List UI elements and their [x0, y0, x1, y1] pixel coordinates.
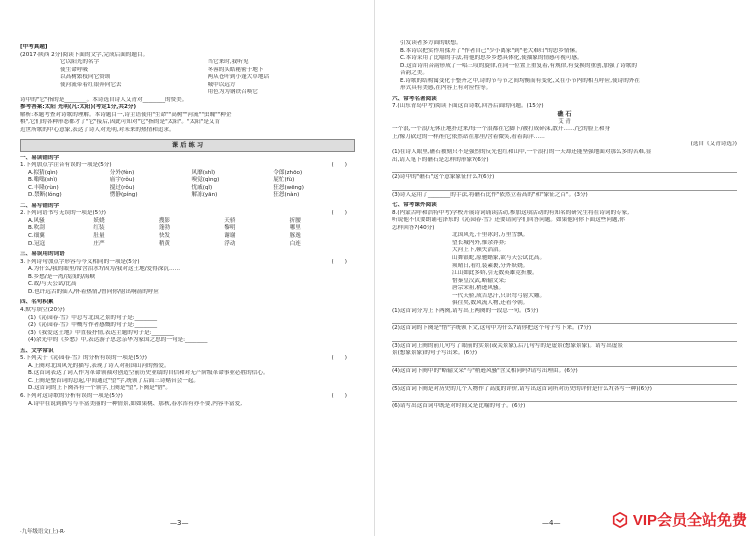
- option-row: C.丰隆(rùn) 搅过(rǒu) 忧戚(qǐ) 狂怒(wēng): [28, 184, 304, 191]
- option-row: C.细翼 肚量 快发 谢谢 豚逸: [28, 233, 301, 240]
- question-1: 1.下列加点字注音有误的一项是(5分) ( ): [20, 162, 347, 169]
- poem-line: 使生命呼吸: [60, 66, 88, 73]
- poem-line: 城中以远方: [207, 81, 236, 88]
- sub-question: (4)这首词下阕中的"略输文采"与"稍逊风骚"含义相同吗?请写出理由。(6分): [392, 367, 578, 374]
- option-line: 引发读者多方面的联想。: [400, 40, 462, 46]
- question-2: 2.下列词语书写无误的一项是(5分) ( ): [20, 210, 347, 217]
- sub-question: (2)诗中的"礁石"这个意象象征什么?(6分): [392, 174, 495, 181]
- page-divider: [374, 0, 375, 536]
- fill-line: (1)《沁园春·雪》中总写北国之景的句子是:________: [28, 314, 158, 321]
- poem-line: 俱往矣,数风流人物,还看今朝。: [452, 300, 529, 307]
- option-line: A.为什么/我的眼里/常含泪水?/因为/我对这土地/爱得深沉……: [28, 266, 181, 273]
- question-line: 诗中的"它"指的是________。本诗选自诗人艾青对________的赞美。: [20, 96, 188, 103]
- sub-question: 景(想象景象)的句子写出来。(6分): [392, 350, 478, 357]
- question-6: 6.下列对这诗歌的分析有误的一项是(5分) ( ): [20, 392, 347, 399]
- section-heading: 五、文学常识: [20, 347, 54, 354]
- analysis-line: 棋",它们的各种形态都才了"它"接后,因此可知对"它"指的是"太阳"。"太阳"是艾肯: [20, 119, 221, 126]
- right-page: [392, 0, 737, 536]
- poem-source: (选自《艾青诗选》): [690, 141, 737, 148]
- option-row: A.风骚 妖娆 搜影 天骄 折腰: [28, 217, 301, 224]
- answer-line[interactable]: [392, 377, 737, 385]
- question-7: 7.(山东青岛中考)阅读下面这首诗歌,回答后面的问题。(15分): [392, 103, 544, 110]
- exam-label: [中考真题]: [20, 44, 48, 50]
- question-8: 8.(内蒙古呼和浩特中考)学校开展诗词诵读活动,参加这项活动的有知名的研究生将在诗词的专家,: [392, 209, 630, 216]
- option-row: D.冠寇 庄严 稍黄 浮动 白连: [28, 240, 301, 247]
- sub-question: (1)这首词分为上下两阕,请写出上两阕的一段总一句。(5分): [392, 307, 539, 314]
- exam-question: (2017·陕西 2分)阅读下面的文字,完成后面的题目。: [20, 51, 149, 58]
- page-footer: ·九年级语文(上)·R·: [20, 528, 66, 535]
- poem-block: [392, 232, 737, 307]
- answer-line: 参考答案:太阳 光明(凡:太阳)(考定1分,共2分): [20, 104, 137, 111]
- sub-question: (3)这首词上阕的前几句写了眼前的实景(或关景象),后几句写的是虚景(想象景象)。请写出虚景: [392, 342, 623, 349]
- poem-line: 当它来时,我听见: [207, 59, 249, 66]
- sub-question: (3)诗人运用了________的手法,将礁石比作"依然立着高的"和"象征之百"。(3分): [392, 191, 588, 198]
- answer-line[interactable]: [392, 316, 737, 324]
- fill-line: (4)余光中的《乡愁》中,表达游子思念亲华为家国之思的一句是:________: [28, 337, 208, 344]
- option-row: D.禁断(lǒng) 愣静(píng) 解冻(yān) 狂怒(nàn): [28, 192, 300, 199]
- option-line: A.诗中在说到描写与丰富美丽的一种情景,如如果桃、那秋,春水浑有亦不要,内容丰富爱,: [28, 400, 242, 407]
- vip-watermark[interactable]: [611, 509, 747, 530]
- option-row: A.拟猜(qìn) 分外(fèn) 风靡(shǐ) 令郎(zhōo): [28, 169, 303, 176]
- poem-line: 以高树繁枝向它赞颂: [60, 74, 111, 81]
- gift-icon: [611, 511, 629, 529]
- section-banner: 课 后 练 习: [20, 139, 355, 152]
- poem-block: [20, 59, 355, 97]
- poem-line: 须晴日,看红装素裹,分外妖娆。: [452, 262, 529, 269]
- section-heading: 四、名句积累: [20, 299, 54, 306]
- fill-line: (3)《我爱这土地》中直接抒情,表达主题的句子是:________: [28, 329, 174, 336]
- option-line: B.这首词表达了词人作为革命领袖对创造空前历史业绩的自信和对无产阶级革命事业必胜的信心。: [28, 370, 269, 377]
- answer-line[interactable]: [392, 165, 737, 173]
- poem-line: 惜秦皇汉武,略输文采;: [452, 277, 507, 284]
- page-number: —4—: [542, 518, 561, 527]
- analysis-line: 近世所歌的中心意象,表达了诗人对光明,对未来的热情和追求。: [20, 127, 175, 134]
- sub-question: (6)请写出这首词中既是对时间又是比喻的句子。(6分): [392, 403, 526, 410]
- watermark-text: VIP会员全站免费: [632, 512, 747, 529]
- poem-line: 山舞银蛇,原驰蜡象,欲与天公试比高。: [452, 254, 546, 261]
- section-heading: 一、易读错的字: [20, 154, 60, 161]
- poem-line: 望长城内外,惟余莽莽;: [452, 239, 507, 246]
- option-line: D.这首词的上下阕各有一个领字,上阕是"望",下阕是"惜"。: [28, 385, 171, 392]
- poem-line: 江山如此多娇,引无数英雄竞折腰。: [452, 270, 538, 277]
- option-row: B.吹刮 红装 蓬勃 黎明 哪里: [28, 225, 301, 232]
- option-line: A.上阕对北国风光的描写,表现了诗人对祖国山河的热爱。: [28, 362, 170, 369]
- answer-line[interactable]: [392, 359, 737, 367]
- question-4: 4.默写填空(20分): [20, 306, 65, 313]
- sub-question: 出,请人笔下的礁石是怎样的形象?(6分): [392, 156, 489, 163]
- question-8: 怎样回答?(40分): [392, 224, 435, 231]
- option-line: E.诗歌的结构寓变化于整齐之中,诗的节与节之间均衡而有变化,又在小节内的相互呼应,使诗的外在: [400, 77, 640, 84]
- poem-line: 使河流带着红银奔向它去: [60, 81, 122, 88]
- poem-line: 一代天骄,成吉思汗,只识弯弓射大雕。: [452, 292, 546, 299]
- poem-line: 冬蓉的头皓秘密于地下: [207, 66, 264, 73]
- section-heading: 三、易误用的词语: [20, 251, 65, 258]
- poem-line: 用色为为钢铁召唤它: [207, 89, 258, 96]
- poem-line: 北国风光,千里冰封,万里雪飘。: [452, 232, 529, 239]
- question-8: 听说他不仅要朗诵毛泽东的《沁园春·雪》还要请同学们回答问题。如果他问你下面这些问题,你: [392, 217, 625, 224]
- left-page: [20, 0, 355, 536]
- answer-line[interactable]: [392, 394, 737, 402]
- sub-question: (1)在诗人眼里,礁石被刻只不是强烈的反光也红和山中,一个浪打的一天却还能坚强地面对那么多的苦难,显: [392, 148, 652, 155]
- page-number: —3—: [170, 518, 189, 527]
- sub-question: (5)这首词下阕是对历史的几个人物作了高度的评价,请写出这首词所对历史的评价是什么?(各写一种)(6分): [392, 385, 652, 392]
- section-heading: 六、常考名著阅读: [392, 95, 437, 102]
- poem-line: 两从苍叶到小蓬大草地话: [207, 74, 270, 81]
- poem-line: 大河上下,顿失滔滔。: [452, 247, 505, 254]
- option-line: B.本诗以把实作用揉开了"作者自己"少小离家"到"老大难归"的思乡情愫。: [400, 47, 581, 54]
- poem-line: 它以阳光的名字: [60, 59, 100, 66]
- fill-line: (2)《沁园春·雪》中概写作者感慨的句子是:________: [28, 322, 158, 329]
- section-heading: 二、易写错的字: [20, 202, 60, 209]
- option-line: 音韵之美。: [400, 70, 428, 77]
- option-line: D.也许远古的仙人/怀着热情,/曾向你/射出响箭的呼应: [28, 288, 159, 295]
- option-line: C.上阕是整首词的总起,中间通过"望"字,统领了后面三诗赌台会一起。: [28, 377, 200, 384]
- analysis-line: 解析:本题考查对诗歌的理解。本诗题目一,诗主语使用"生命""高树""河流""虫魄""种企: [20, 111, 232, 118]
- section-heading: 七、常考课外阅读: [392, 202, 437, 209]
- option-line: C.故/与天公试/比高: [28, 281, 77, 288]
- poem-line: 上/像刀砍过的一样/但它依然站在那里/含着微笑,看着海洋……: [392, 133, 545, 140]
- option-line: B.乡愁/是一湾/浅浅的/海峡: [28, 273, 96, 280]
- answer-line[interactable]: [392, 183, 737, 191]
- sub-question: (2)这首词的下阕是"惜"字统领下文,这句中为什么?请你把这个句子写下来。(7分): [392, 325, 592, 332]
- poem-author: 艾 青: [558, 119, 571, 126]
- option-line: C.本诗采用了比喻的手法,将他的思乡乡愁具体化,使抽象的情感可视可感。: [400, 55, 583, 62]
- poem-title: 礁 石: [557, 110, 572, 118]
- question-3: 3.下列诗句加点字形容与今义相同的一项是(5分) ( ): [20, 258, 347, 265]
- question-5: 5.下列关于《沁园春·雪》的分析有误的一项是(5分) ( ): [20, 355, 347, 362]
- poem-line: 唐宗宋祖,稍逊风骚。: [452, 285, 505, 292]
- option-line: 形式具有美感,在内容上有对应性等。: [400, 85, 492, 92]
- answer-line[interactable]: [392, 334, 737, 342]
- option-line: D.这首诗用音韵形成了一唱三叹的旋律,在同一位置上重复着,有规律,有变换的重创,加强了诗歌的: [400, 62, 637, 69]
- poem-line: 一个浪,一个浪/无休止地扑过来/每一个浪都在它脚下/被打成碎沫,散开……/它的脸上和身: [392, 126, 611, 133]
- option-row: B.嗡嗡(shì) 庙宇(rǒu) 嗅觉(qìng) 屁忙(fù): [28, 177, 295, 184]
